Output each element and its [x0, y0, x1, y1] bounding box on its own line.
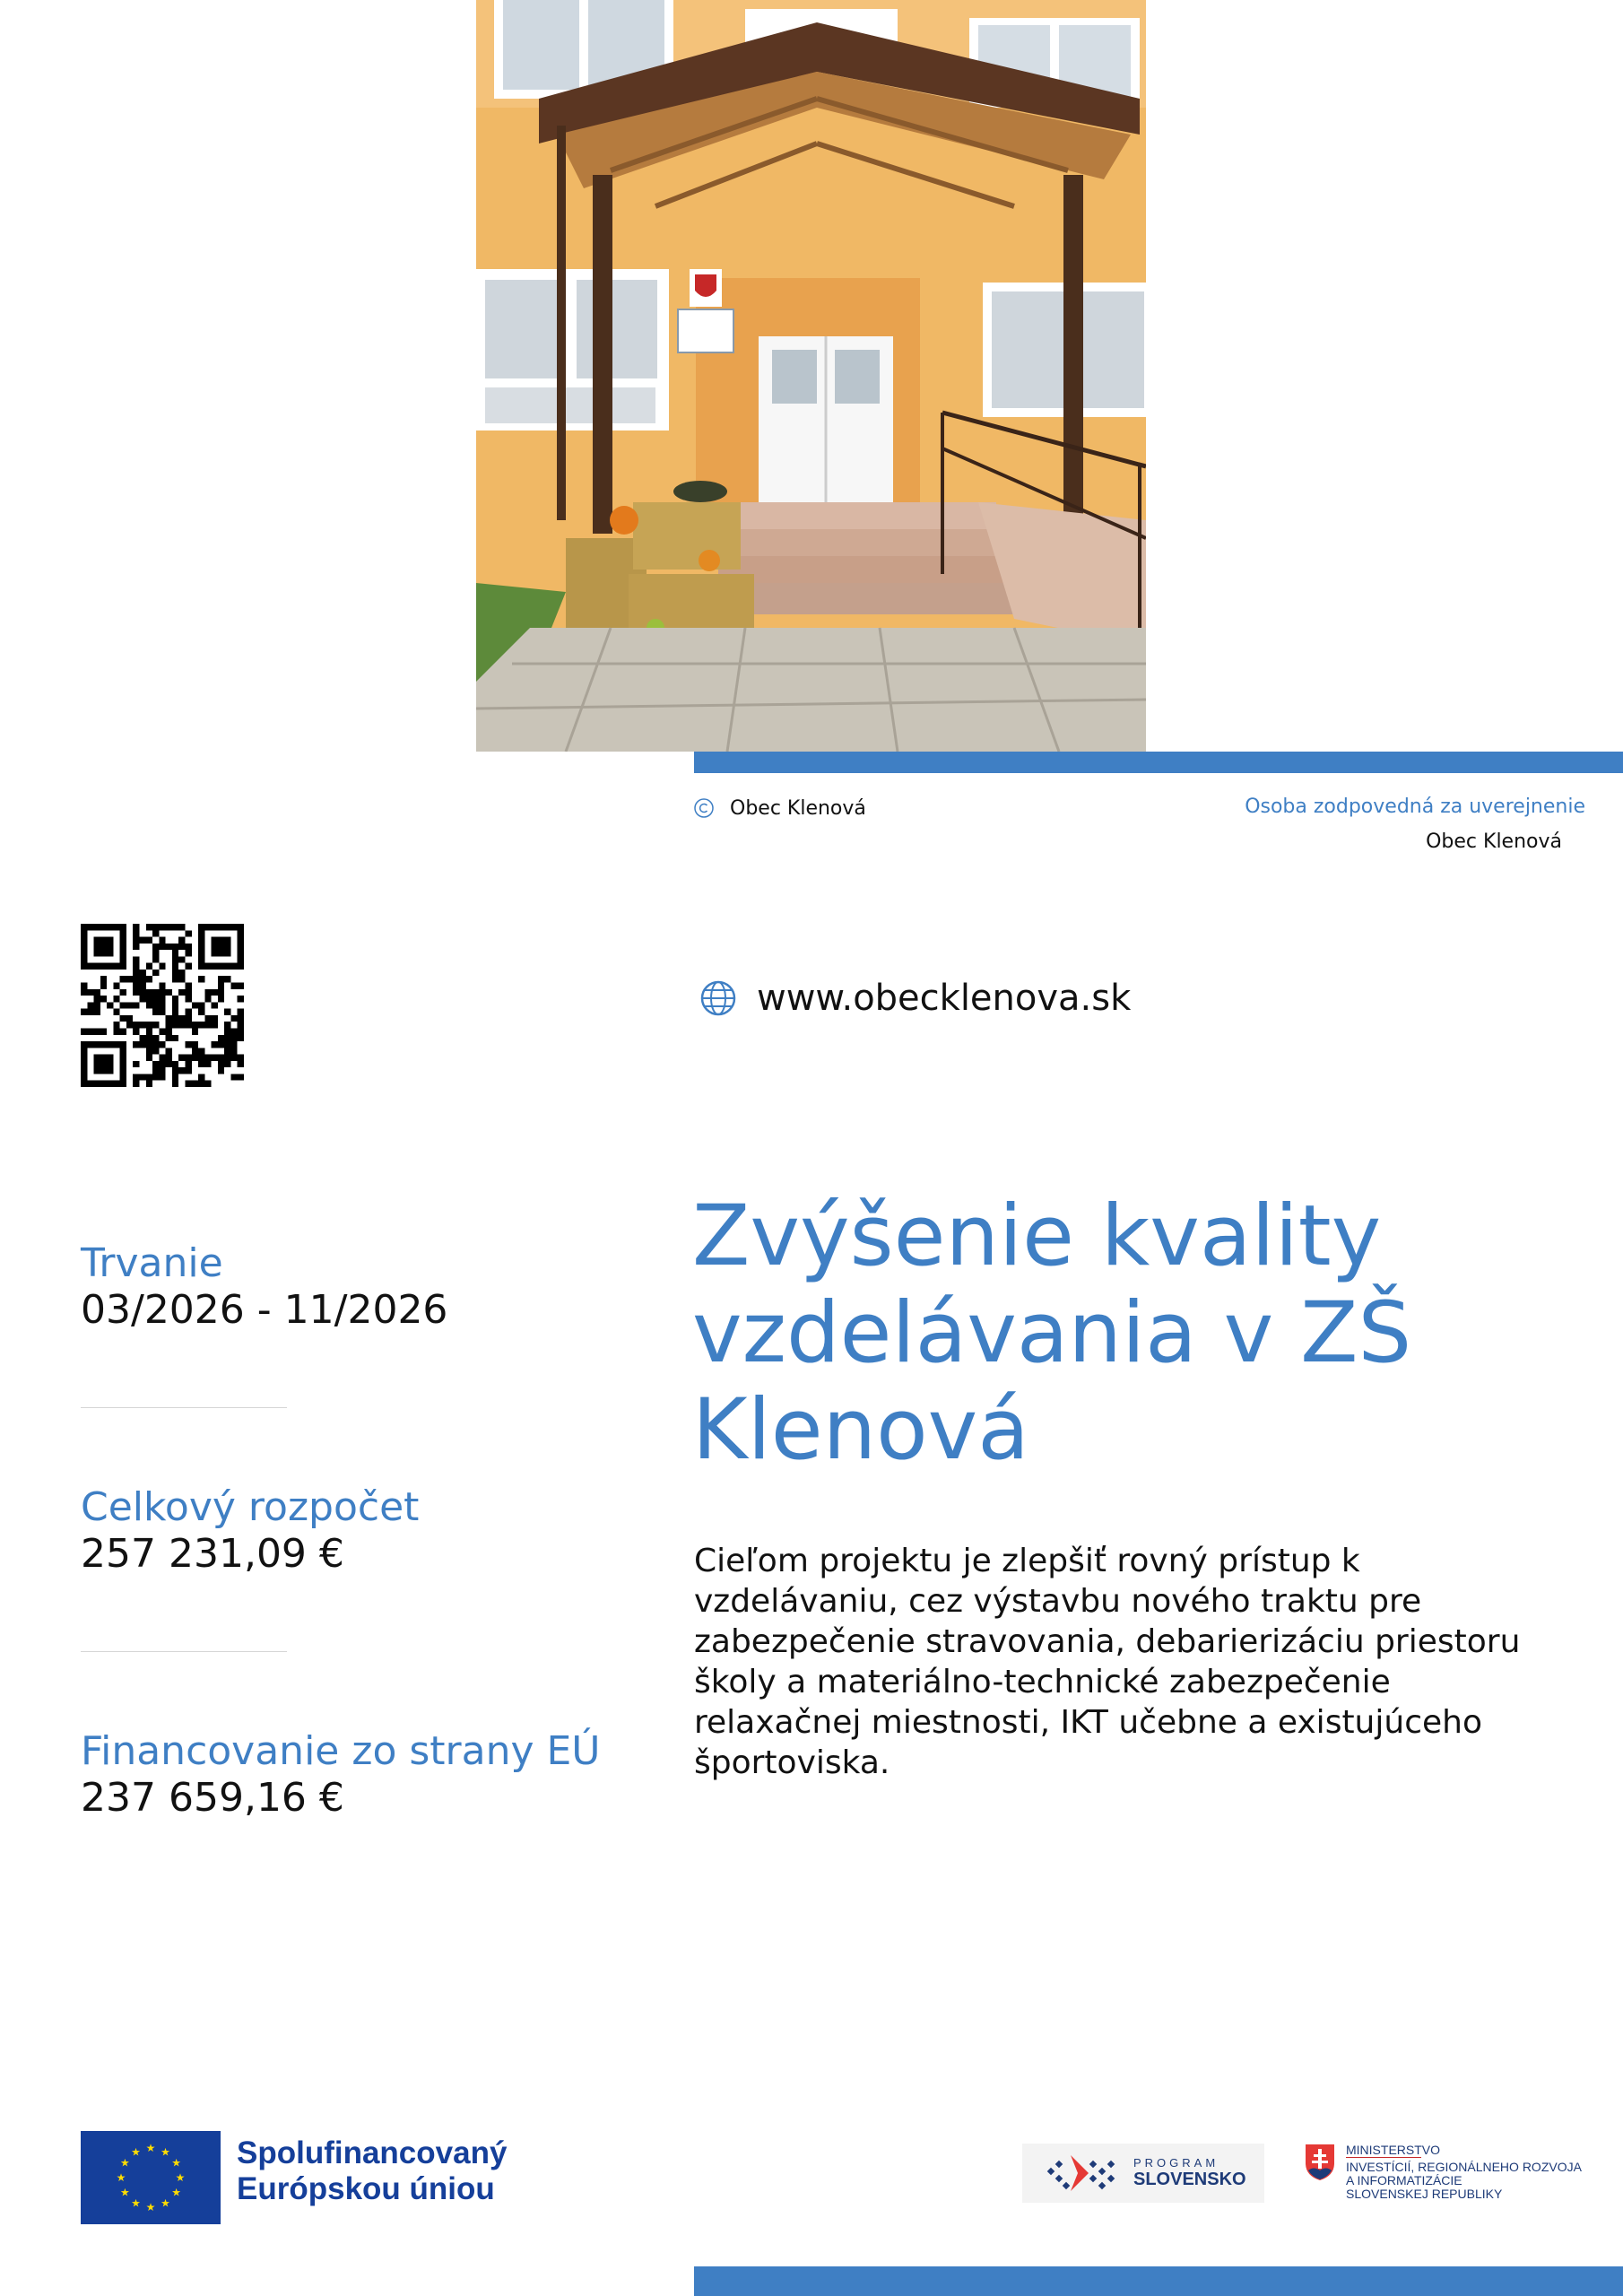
eu-stars-icon [81, 2131, 221, 2224]
duration-label: Trvanie [81, 1240, 223, 1286]
program-line1: PROGRAM [1133, 2156, 1219, 2170]
program-slovensko-logo [1022, 2144, 1264, 2203]
svg-text:★: ★ [161, 2196, 170, 2210]
svg-text:★: ★ [120, 2186, 130, 2199]
budget-label: Celkový rozpočet [81, 1484, 420, 1530]
duration-value: 03/2026 - 11/2026 [81, 1287, 448, 1333]
ministry-line3: A INFORMATIZÁCIE [1346, 2173, 1462, 2187]
project-description: Cieľom projektu je zlepšiť rovný prístup k vzdelávaniu, cez výstavbu nového traktu pre zabezpečenie stravovania, debarierizáciu priestoru školy a materiálno-technické zabezpečenie relaxačnej miestnosti, IKT učebne a existujúceho športoviska. [694, 1543, 1521, 1781]
project-title: Zvýšenie kvality vzdelávania v ZŠ Klenová [692, 1187, 1412, 1479]
globe-icon [699, 979, 737, 1017]
eu-funding-label: Financovanie zo strany EÚ [81, 1728, 601, 1774]
eu-text-line1: Spolufinancovaný [237, 2135, 508, 2170]
copyright-icon [694, 798, 714, 818]
eu-cofinanced-text [237, 2135, 507, 2207]
svg-text:★: ★ [161, 2145, 170, 2159]
program-slovensko-icon [1044, 2151, 1124, 2196]
stat-divider [81, 1407, 287, 1408]
qr-code[interactable] [81, 924, 244, 1087]
ministry-line2: INVESTÍCIÍ, REGIONÁLNEHO ROZVOJA [1346, 2160, 1582, 2174]
slovak-coat-of-arms-icon [1305, 2144, 1335, 2181]
svg-text:★: ★ [131, 2196, 141, 2210]
building-entrance-image [476, 0, 1146, 752]
photo-copyright [694, 794, 866, 822]
stat-divider [81, 1651, 287, 1652]
copyright-owner: Obec Klenová [730, 796, 866, 820]
eu-text-line2: Európskou úniou [237, 2171, 495, 2206]
eu-flag-logo [81, 2131, 221, 2224]
svg-text:★: ★ [145, 2201, 156, 2213]
svg-text:★: ★ [171, 2156, 181, 2170]
eu-funding-value: 237 659,16 € [81, 1775, 344, 1821]
ministry-line4: SLOVENSKEJ REPUBLIKY [1346, 2187, 1503, 2201]
program-text [1133, 2156, 1246, 2190]
svg-text:★: ★ [175, 2171, 186, 2184]
responsible-person-label: Osoba zodpovedná za uverejnenie [1245, 796, 1585, 818]
responsible-person-name: Obec Klenová [1426, 831, 1562, 853]
project-photo [476, 0, 1146, 752]
website[interactable] [699, 978, 1131, 1019]
ministry-line1: MINISTERSTVO [1346, 2143, 1441, 2157]
svg-text:★: ★ [116, 2171, 126, 2184]
program-line2: SLOVENSKO [1133, 2170, 1246, 2189]
qr-code-image [81, 924, 244, 1087]
top-accent-bar [694, 752, 1623, 773]
budget-value: 257 231,09 € [81, 1531, 344, 1577]
ministry-logo [1305, 2144, 1582, 2201]
svg-text:★: ★ [145, 2142, 156, 2154]
ministry-text [1346, 2144, 1582, 2201]
svg-text:★: ★ [171, 2186, 181, 2199]
website-link[interactable]: www.obecklenova.sk [757, 978, 1132, 1019]
bottom-accent-bar [694, 2266, 1623, 2296]
svg-text:★: ★ [131, 2145, 141, 2159]
svg-text:★: ★ [120, 2156, 130, 2170]
